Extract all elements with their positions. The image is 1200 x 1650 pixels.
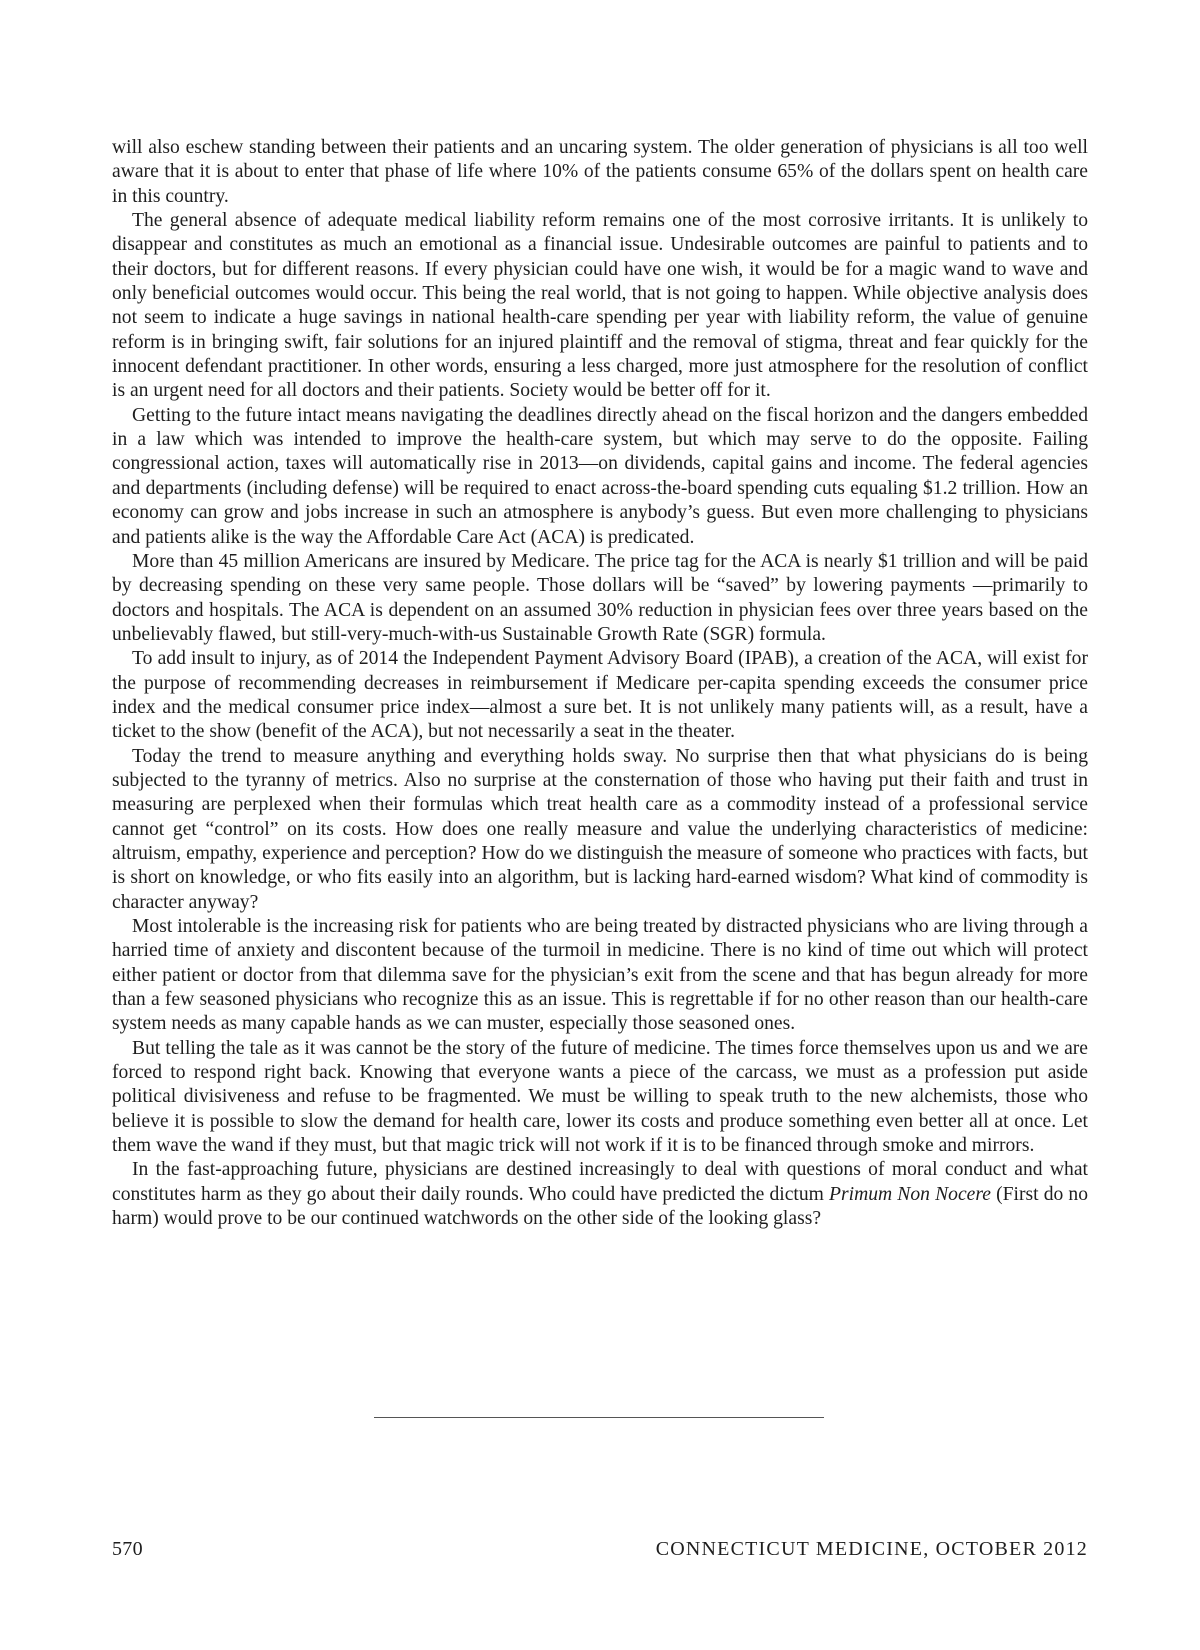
paragraph-future-of-medicine: But telling the tale as it was cannot be the story of the future of medicine. The times force themselves upon us and we are forced to respond right back. Knowing that everyone wants a piece of the carcass, we must as a profession put aside political divisiveness and refuse to be fragmented. We must be willing to speak truth to the new alchemists, those who believe it is possible to slow the demand for health care, lower its costs and produce something even better all at once. Let them wave the wand if they must, but that magic trick will not work if it is to be financed through smoke and mirrors.	[112, 1037, 1088, 1157]
running-footer-title: CONNECTICUT MEDICINE, OCTOBER 2012	[655, 1538, 1088, 1560]
paragraph-closing	[112, 1158, 1088, 1231]
section-divider	[374, 1417, 824, 1418]
page-number: 570	[112, 1538, 143, 1560]
paragraph-distracted-physicians: Most intolerable is the increasing risk for patients who are being treated by distracted physicians who are living through a harried time of anxiety and discontent because of the turmoil in medicine. There is no kind of time out which will protect either patient or doctor from that dilemma save for the physician’s exit from the scene and that has begun already for more than a few seasoned physicians who recognize this as an issue. This is regrettable if for no other reason than our health-care system needs as many capable hands as we can muster, especially those seasoned ones.	[112, 916, 1088, 1035]
latin-phrase: Primum Non Nocere	[829, 1183, 991, 1205]
paragraph-continuation: will also eschew standing between their patients and an uncaring system. The older generation of physicians is all too well aware that it is about to enter that phase of life where 10% of the patients consume 65% of the dollars spent on health care in this country.	[112, 137, 1088, 207]
article-body	[112, 136, 1088, 1231]
paragraph-metrics: Today the trend to measure anything and everything holds sway. No surprise then that what physicians do is being subjected to the tyranny of metrics. Also no surprise at the consternation of those who having put their faith and trust in measuring are perplexed when their formulas which treat health care as a commodity instead of a professional service cannot get “control” on its costs. How does one really measure and value the underlying characteristics of medicine: altruism, empathy, experience and perception? How do we distinguish the measure of someone who practices with facts, but is short on knowledge, or who fits easily into an algorithm, but is lacking hard-earned wisdom? What kind of commodity is character anyway?	[112, 745, 1088, 913]
paragraph-medicare: More than 45 million Americans are insured by Medicare. The price tag for the ACA is nearly $1 trillion and will be paid by decreasing spending on these very same people. Those dollars will be “saved” by lowering payments —primarily to doctors and hospitals. The ACA is dependent on an assumed 30% reduction in physician fees over three years based on the unbelievably flawed, but still-very-much-with-us Sustainable Growth Rate (SGR) formula.	[112, 550, 1088, 645]
closing-text-after: (First do no harm) would prove to be our continued watchwords on the other side of the looking glass?	[112, 1183, 1089, 1230]
closing-text-before: In the fast-approaching future, physicians are destined increasingly to deal with questions of moral conduct and what constitutes harm as they go about their daily rounds. Who could have predicted the dictum	[112, 1159, 1088, 1205]
paragraph-fiscal-horizon: Getting to the future intact means navigating the deadlines directly ahead on the fiscal horizon and the dangers embedded in a law which was intended to improve the health-care system, but which may serve to do the opposite. Failing congressional action, taxes will automatically rise in 2013—on dividends, capital gains and income. The federal agencies and departments (including defense) will be required to enact across-the-board spending cuts equaling $1.2 trillion. How an economy can grow and jobs increase in such an atmosphere is anybody’s guess. But even more challenging to physicians and patients alike is the way the Affordable Care Act (ACA) is predicated.	[112, 404, 1088, 548]
paragraph-ipab: To add insult to injury, as of 2014 the Independent Payment Advisory Board (IPAB), a creation of the ACA, will exist for the purpose of recommending decreases in reimbursement if Medicare per-capita spending exceeds the consumer price index and the medical consumer price index—almost a sure bet. It is not unlikely many patients will, as a result, have a ticket to the show (benefit of the ACA), but not necessarily a seat in the theater.	[112, 648, 1088, 743]
paragraph-liability-reform: The general absence of adequate medical liability reform remains one of the most corrosive irritants. It is unlikely to disappear and constitutes as much an emotional as a financial issue. Undesirable outcomes are painful to patients and to their doctors, but for different reasons. If every physician could have one wish, it would be for a magic wand to wave and only beneficial outcomes would occur. This being the real world, that is not going to happen. While objective analysis does not seem to indicate a huge savings in national health-care spending per year with liability reform, the value of genuine reform is in bringing swift, fair solutions for an injured plaintiff and the removal of stigma, threat and fear quickly for the innocent defendant practitioner. In other words, ensuring a less charged, more just atmosphere for the resolution of conflict is an urgent need for all doctors and their patients. Society would be better off for it.	[112, 210, 1088, 402]
